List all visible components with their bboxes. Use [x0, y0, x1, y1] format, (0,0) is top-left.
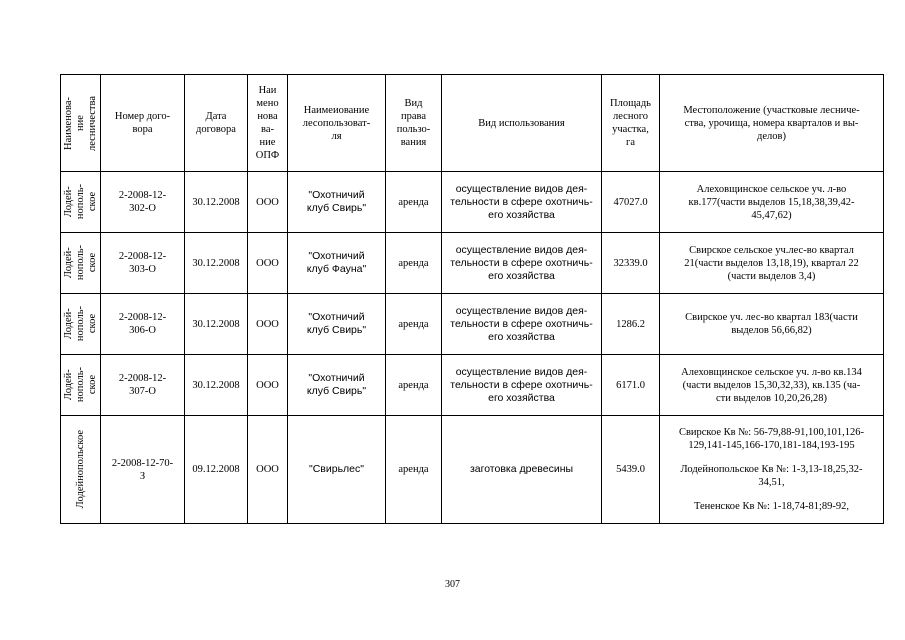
- forest-user-cell: "Охотничий клуб Свирь": [288, 294, 386, 355]
- table-row: [61, 355, 884, 416]
- forest-lease-table: [60, 74, 884, 524]
- forest-user-cell: "Охотничий клуб Свирь": [288, 355, 386, 416]
- location-line: Свирское сельское уч.лес-во квартал 21(части выделов 13,18,19), квартал 22 (части выделов 3,4): [684, 244, 859, 282]
- location-cell: [660, 172, 884, 233]
- header-location: Местоположение (участковые лесниче- ства, урочища, номера кварталов и вы- делов): [660, 75, 884, 172]
- contract-number-cell: 2-2008-12- 303-О: [101, 233, 185, 294]
- header-contract-date: Дата договора: [185, 75, 248, 172]
- use-type-cell: осуществление видов дея- тельности в сфере охотничь- его хозяйства: [442, 172, 602, 233]
- location-line: Свирское уч. лес-во квартал 183(части выделов 56,66,82): [685, 312, 858, 336]
- forest-user-cell: "Свирьлес": [288, 416, 386, 524]
- area-cell: 1286.2: [602, 294, 660, 355]
- contract-number-cell: 2-2008-12- 307-О: [101, 355, 185, 416]
- header-use-type: Вид использования: [442, 75, 602, 172]
- right-type-cell: аренда: [386, 233, 442, 294]
- page-number: 307: [445, 579, 460, 590]
- table-row: [61, 294, 884, 355]
- forestry-cell: Лодей- нополь- ское: [61, 233, 101, 294]
- header-contract-number: Номер дого- вора: [101, 75, 185, 172]
- contract-number-cell: 2-2008-12-70- З: [101, 416, 185, 524]
- opf-cell: ООО: [248, 172, 288, 233]
- location-line: Алеховщинское сельское уч. л-во кв.177(части выделов 15,18,38,39,42- 45,47,62): [688, 183, 855, 221]
- use-type-cell: осуществление видов дея- тельности в сфере охотничь- его хозяйства: [442, 355, 602, 416]
- forest-user-cell: "Охотничий клуб Свирь": [288, 172, 386, 233]
- location-line: Тененское Кв №: 1-18,74-81;89-92,: [693, 501, 850, 512]
- opf-cell: ООО: [248, 233, 288, 294]
- area-cell: 32339.0: [602, 233, 660, 294]
- contract-date-cell: 30.12.2008: [185, 355, 248, 416]
- contract-date-cell: 30.12.2008: [185, 294, 248, 355]
- contract-date-cell: 09.12.2008: [185, 416, 248, 524]
- location-line: Лодейнопольское Кв №: 1-3,13-18,25,32- 34,51,: [680, 464, 863, 488]
- location-cell: [660, 233, 884, 294]
- table-row: [61, 172, 884, 233]
- forest-user-cell: "Охотничий клуб Фауна": [288, 233, 386, 294]
- location-cell: [660, 355, 884, 416]
- table-row: [61, 233, 884, 294]
- use-type-cell: заготовка древесины: [442, 416, 602, 524]
- contract-number-cell: 2-2008-12- 306-О: [101, 294, 185, 355]
- forestry-cell: Лодей- нополь- ское: [61, 355, 101, 416]
- table-row: [61, 416, 884, 524]
- use-type-cell: осуществление видов дея- тельности в сфере охотничь- его хозяйства: [442, 233, 602, 294]
- header-opf: Наи мено нова ва- ние ОПФ: [248, 75, 288, 172]
- forestry-cell: Лодей- нополь- ское: [61, 172, 101, 233]
- location-line: Свирское Кв №: 56-79,88-91,100,101,126- 129,141-145,166-170,181-184,193-195: [678, 427, 865, 451]
- right-type-cell: аренда: [386, 416, 442, 524]
- right-type-cell: аренда: [386, 172, 442, 233]
- use-type-cell: осуществление видов дея- тельности в сфере охотничь- его хозяйства: [442, 294, 602, 355]
- right-type-cell: аренда: [386, 355, 442, 416]
- header-row: [61, 75, 884, 172]
- location-cell: [660, 416, 884, 524]
- forestry-cell: Лодейнопольское: [61, 416, 101, 524]
- opf-cell: ООО: [248, 355, 288, 416]
- header-right-type: Вид права пользо- вания: [386, 75, 442, 172]
- header-forest-user: Наимеиование лесопользоват- ля: [288, 75, 386, 172]
- forestry-cell: Лодей- нополь- ское: [61, 294, 101, 355]
- contract-date-cell: 30.12.2008: [185, 233, 248, 294]
- contract-number-cell: 2-2008-12- 302-О: [101, 172, 185, 233]
- header-forestry: Наименова- ние лесничества: [61, 75, 101, 172]
- header-area: Площадь лесного участка, га: [602, 75, 660, 172]
- location-line: Алеховщинское сельское уч. л-во кв.134 (части выделов 15,30,32,33), кв.135 (ча- сти выделов 10,20,26,28): [681, 366, 862, 404]
- location-cell: [660, 294, 884, 355]
- area-cell: 47027.0: [602, 172, 660, 233]
- contract-date-cell: 30.12.2008: [185, 172, 248, 233]
- opf-cell: ООО: [248, 416, 288, 524]
- opf-cell: ООО: [248, 294, 288, 355]
- area-cell: 6171.0: [602, 355, 660, 416]
- right-type-cell: аренда: [386, 294, 442, 355]
- area-cell: 5439.0: [602, 416, 660, 524]
